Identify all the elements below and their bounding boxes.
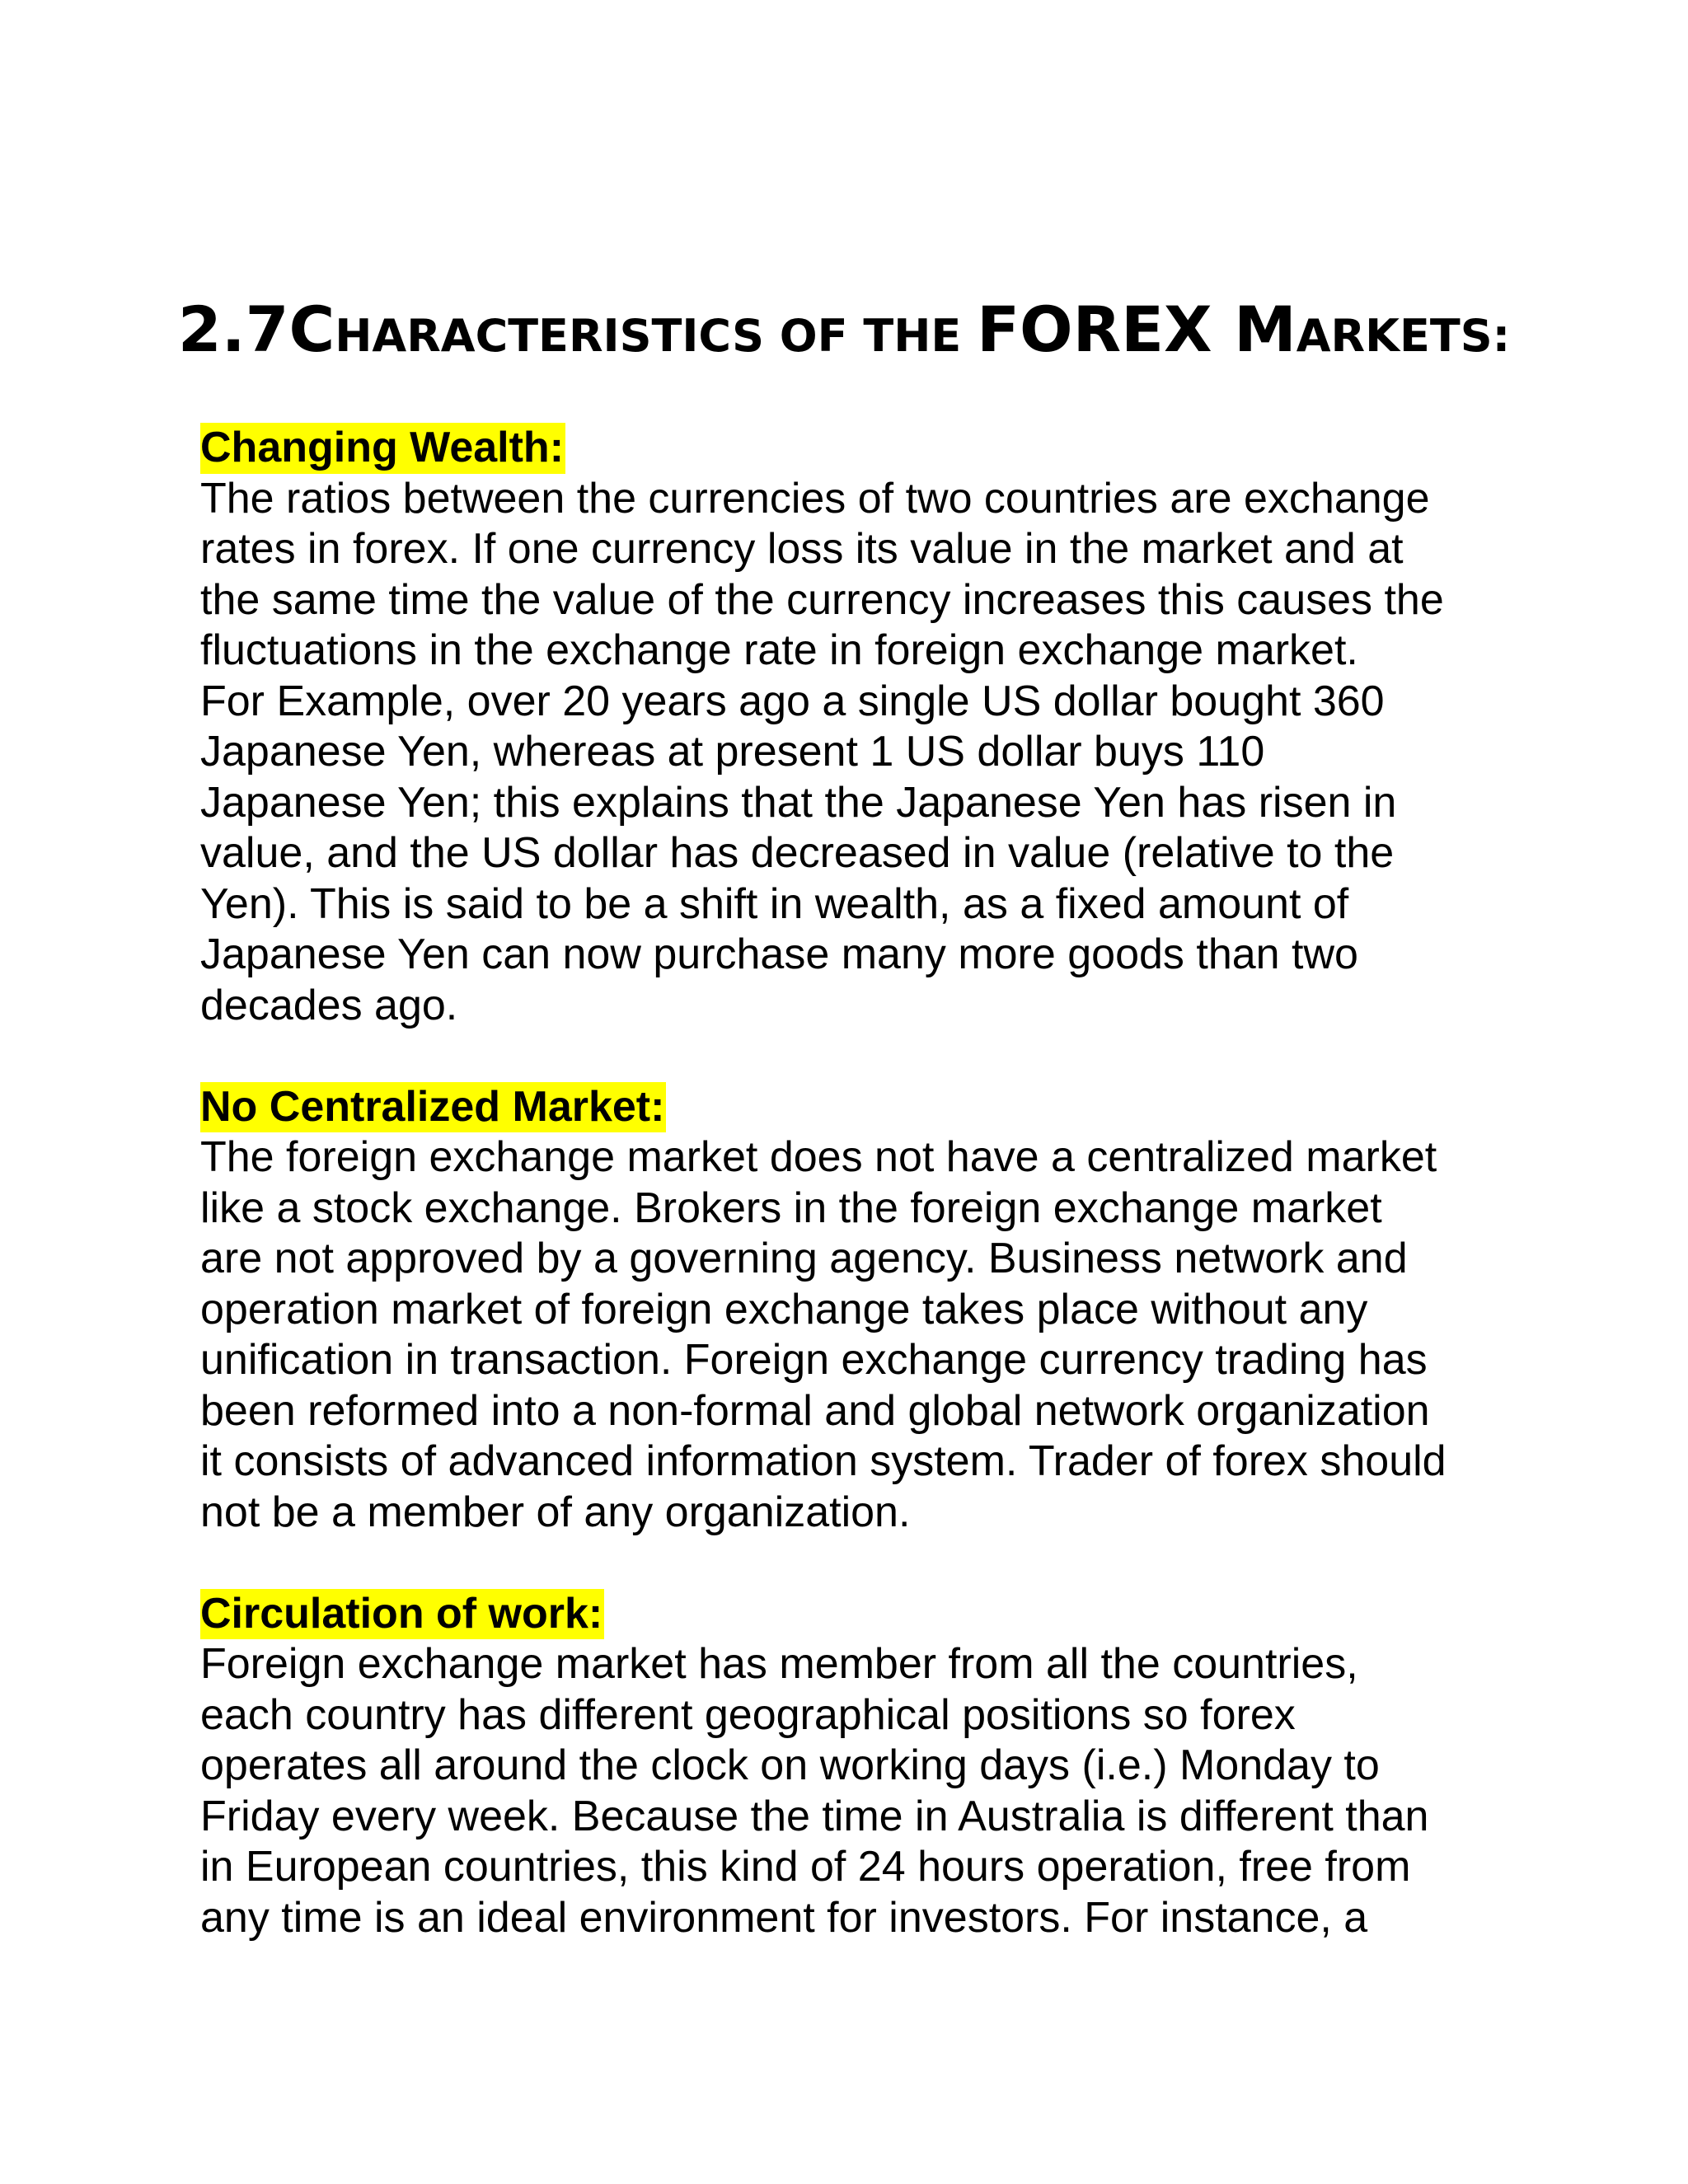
title-number: 2.7	[177, 293, 289, 366]
paragraph-line: not be a member of any organization.	[200, 1488, 911, 1536]
paragraph-line: For Example, over 20 years ago a single US dollar bought 360	[200, 677, 1385, 725]
paragraph-line: The foreign exchange market does not have a centralized market	[200, 1133, 1437, 1181]
paragraph-line: been reformed into a non-formal and global network organization	[200, 1386, 1430, 1435]
paragraph-line: decades ago.	[200, 981, 458, 1029]
paragraph-line: are not approved by a governing agency. Business network and	[200, 1235, 1408, 1282]
title-c-initial: C	[288, 293, 335, 366]
title-m-rest: ARKETS:	[1296, 310, 1511, 362]
paragraph-line: unification in transaction. Foreign exchange currency trading has	[200, 1336, 1428, 1384]
paragraph-line: it consists of advanced information system. Trader of forex should	[200, 1437, 1447, 1485]
paragraph-line: Japanese Yen, whereas at present 1 US dollar buys 110	[200, 728, 1265, 776]
section-changing-wealth	[200, 423, 1519, 1031]
section-heading: No Centralized Market:	[200, 1082, 666, 1133]
title-m-initial: M	[1234, 293, 1296, 366]
title-c-rest: HARACTERISTICS OF THE	[335, 310, 978, 362]
paragraph-line: Japanese Yen can now purchase many more goods than two	[200, 930, 1358, 978]
paragraph-line: Japanese Yen; this explains that the Japanese Yen has risen in	[200, 778, 1397, 827]
paragraph-line: The ratios between the currencies of two countries are exchange	[200, 474, 1430, 523]
section-heading: Circulation of work:	[200, 1589, 604, 1640]
paragraph-line: each country has different geographical positions so forex	[200, 1690, 1296, 1739]
paragraph-line: any time is an ideal environment for investors. For instance, a	[200, 1893, 1368, 1942]
paragraph-line: value, and the US dollar has decreased in value (relative to the	[200, 829, 1395, 877]
section-no-centralized-market	[200, 1082, 1519, 1539]
paragraph-line: the same time the value of the currency increases this causes the	[200, 575, 1444, 624]
paragraph-line: in European countries, this kind of 24 hours operation, free from	[200, 1843, 1411, 1891]
heading-line	[200, 1589, 1519, 1640]
heading-line	[200, 423, 1519, 474]
section-heading: Changing Wealth:	[200, 423, 565, 474]
paragraph-line: operation market of foreign exchange takes place without any	[200, 1285, 1368, 1333]
paragraph-line: operates all around the clock on working days (i.e.) Monday to	[200, 1741, 1380, 1789]
title-forex: FOREX	[977, 293, 1212, 366]
paragraph-line: Friday every week. Because the time in Australia is different than	[200, 1792, 1429, 1840]
paragraph-line: Yen). This is said to be a shift in wealth, as a fixed amount of	[200, 879, 1349, 928]
title-space	[1212, 293, 1234, 366]
document-body	[200, 423, 1519, 1994]
page-title	[0, 293, 1688, 366]
section-circulation-of-work	[200, 1589, 1519, 1944]
heading-line	[200, 1082, 1519, 1133]
paragraph-line: like a stock exchange. Brokers in the foreign exchange market	[200, 1183, 1382, 1232]
paragraph-line: Foreign exchange market has member from all the countries,	[200, 1640, 1358, 1688]
paragraph-line: rates in forex. If one currency loss its value in the market and at	[200, 525, 1404, 573]
paragraph-line: fluctuations in the exchange rate in foreign exchange market.	[200, 626, 1358, 674]
